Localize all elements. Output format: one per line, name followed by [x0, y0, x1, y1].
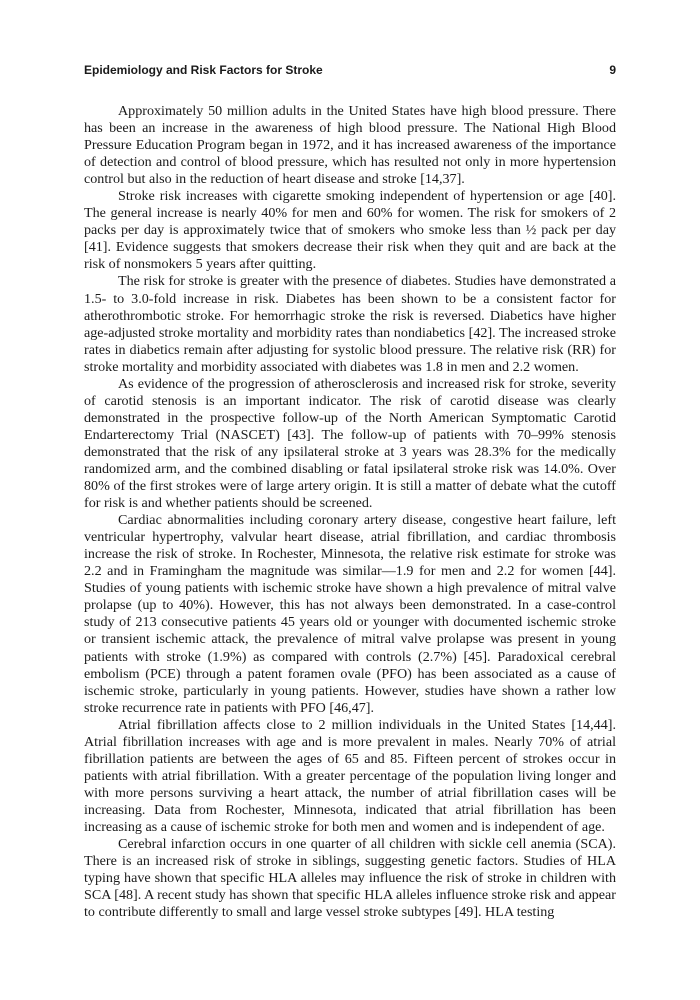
- running-head: [84, 62, 616, 78]
- paragraph-hypertension: Approximately 50 million adults in the United States have high blood pressure. There has been an increase in the awareness of high blood pressure. The National High Blood Pressure Education Program began in 1972, and it has increased awareness of the importance of detection and control of blood pressure, which has resulted not only in more hypertension control but also in the reduction of heart disease and stroke [14,37].: [84, 103, 616, 188]
- paragraph-cardiac-abnormalities: Cardiac abnormalities including coronary artery disease, congestive heart failure, left ventricular hypertrophy, valvular heart disease, atrial fibrillation, and cardiac thrombosis increase the risk of stroke. In Rochester, Minnesota, the relative risk estimate for stroke was 2.2 and in Framingham the magnitude was similar—1.9 for men and 2.2 for women [44]. Studies of young patients with ischemic stroke have shown a high prevalence of mitral valve prolapse (up to 40%). However, this has not always been demonstrated. In a case-control study of 213 consecutive patients 45 years old or younger with documented ischemic stroke or transient ischemic attack, the prevalence of mitral valve prolapse was present in young patients with stroke (1.9%) as compared with controls (2.7%) [45]. Paradoxical cerebral embolism (PCE) through a patent foramen ovale (PFO) has been associated as a cause of ischemic stroke, particularly in young patients. However, studies have shown a rather low stroke recurrence rate in patients with PFO [46,47].: [84, 512, 616, 716]
- book-page: [84, 62, 616, 921]
- paragraph-atrial-fibrillation: Atrial fibrillation affects close to 2 million individuals in the United States [14,44]. Atrial fibrillation increases with age and is more prevalent in males. Nearly 70% of atrial fibrillation patients are between the ages of 65 and 85. Fifteen percent of strokes occur in patients with atrial fibrillation. With a greater percentage of the population living longer and with more persons surviving a heart attack, the number of atrial fibrillation cases will be increasing. Data from Rochester, Minnesota, indicated that atrial fibrillation has been increasing as a cause of ischemic stroke for both men and women and is independent of age.: [84, 716, 616, 835]
- paragraph-sickle-cell-anemia: Cerebral infarction occurs in one quarter of all children with sickle cell anemia (SCA). There is an increased risk of stroke in siblings, suggesting genetic factors. Studies of HLA typing have shown that specific HLA alleles may influence the risk of stroke in children with SCA [48]. A recent study has shown that specific HLA alleles influence stroke risk and appear to contribute differently to small and large vessel stroke subtypes [49]. HLA testing: [84, 836, 616, 921]
- paragraph-diabetes: The risk for stroke is greater with the presence of diabetes. Studies have demonstrated a 1.5- to 3.0-fold increase in risk. Diabetes has been shown to be a consistent factor for atherothrombotic stroke. For hemorrhagic stroke the risk is reversed. Diabetics have higher age-adjusted stroke mortality and morbidity rates than nondiabetics [42]. The increased stroke rates in diabetics remain after adjusting for systolic blood pressure. The relative risk (RR) for stroke mortality and morbidity associated with diabetes was 1.8 in men and 2.2 women.: [84, 273, 616, 375]
- page-number: 9: [609, 63, 616, 77]
- paragraph-smoking: Stroke risk increases with cigarette smoking independent of hypertension or age [40]. The general increase is nearly 40% for men and 60% for women. The risk for smokers of 2 packs per day is approximately twice that of smokers who smoke less than ½ pack per day [41]. Evidence suggests that smokers decrease their risk when they quit and are back at the risk of nonsmokers 5 years after quitting.: [84, 188, 616, 273]
- paragraph-carotid-stenosis: As evidence of the progression of atherosclerosis and increased risk for stroke, severity of carotid stenosis is an important indicator. The risk of carotid disease was clearly demonstrated in the prospective follow-up of the North American Symptomatic Carotid Endarterectomy Trial (NASCET) [43]. The follow-up of patients with 70–99% stenosis demonstrated that the risk of any ipsilateral stroke at 3 years was 28.3% for the medically randomized arm, and the combined disabling or fatal ipsilateral stroke risk was 14.0%. Over 80% of the first strokes were of large artery origin. It is still a matter of debate what the cutoff for risk is and whether patients should be screened.: [84, 375, 616, 512]
- body-text: [84, 103, 616, 921]
- running-head-title: Epidemiology and Risk Factors for Stroke: [84, 63, 323, 77]
